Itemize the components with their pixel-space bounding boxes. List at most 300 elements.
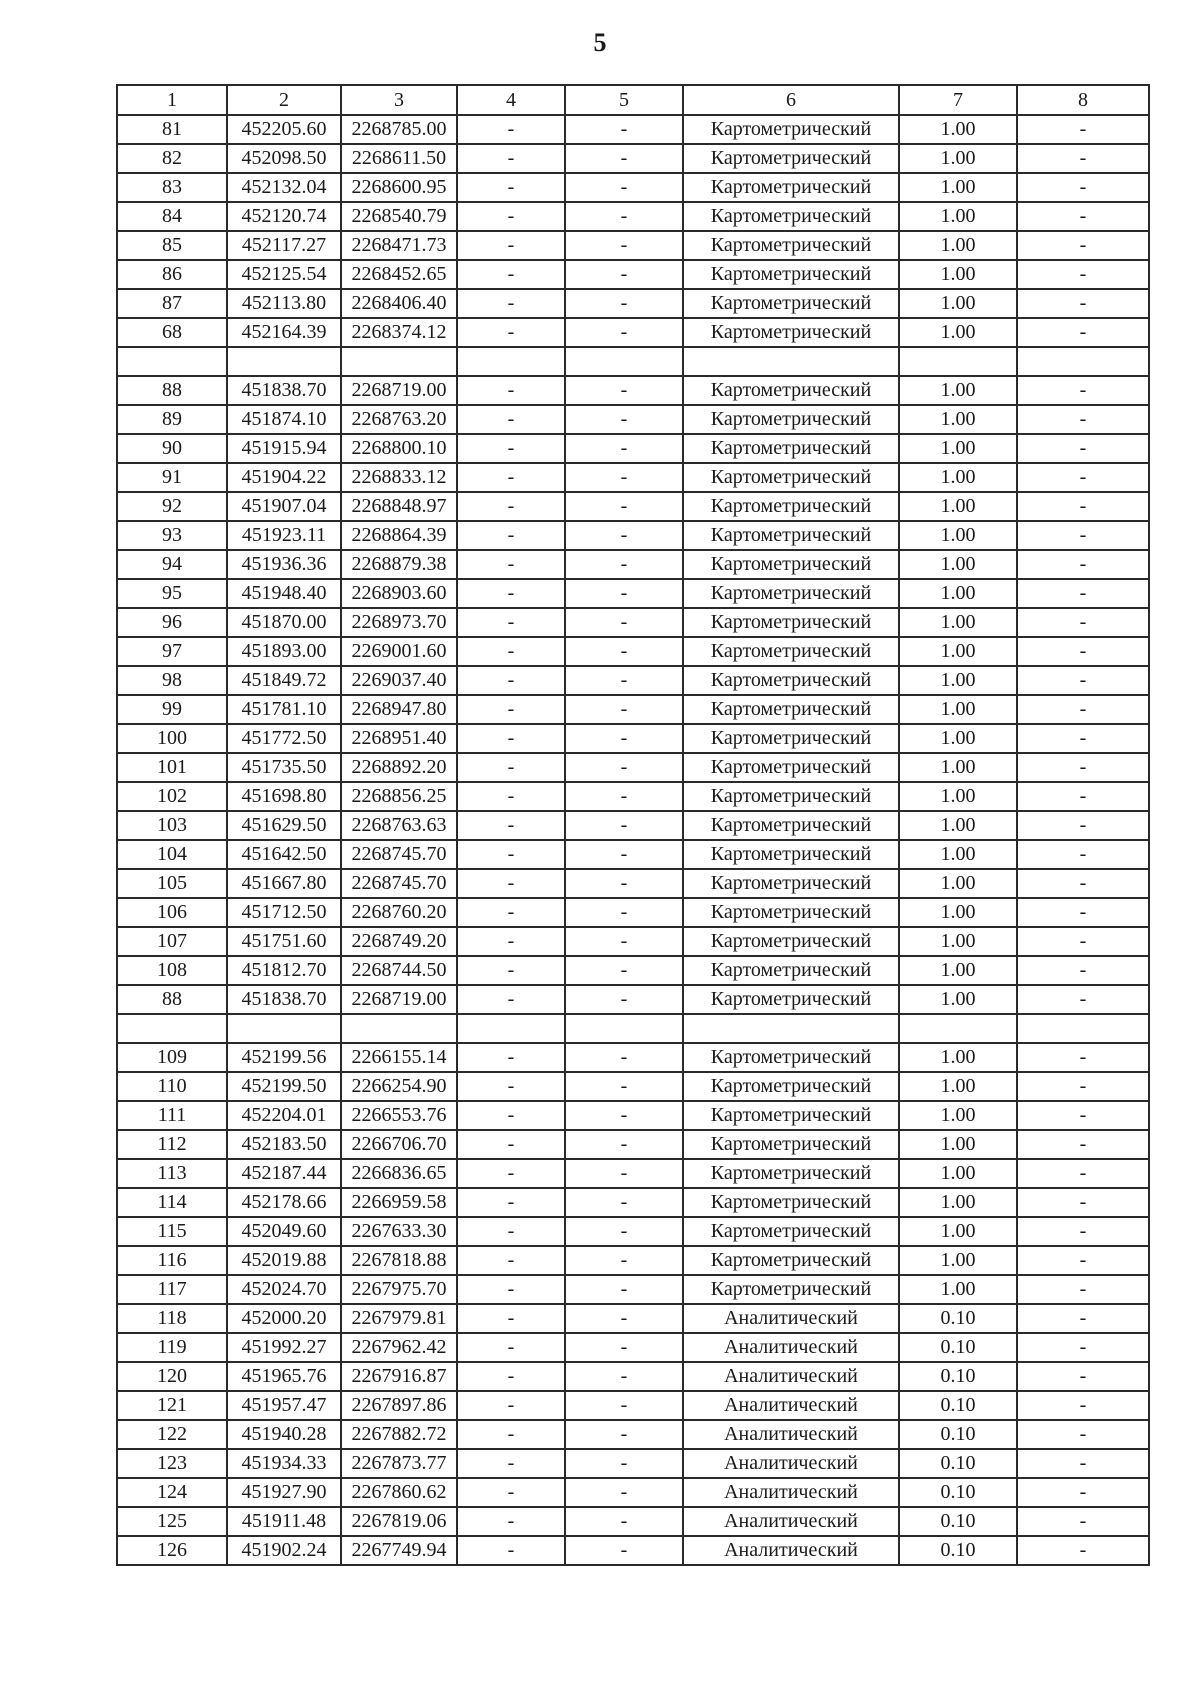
method-cell: Картометрический bbox=[683, 695, 899, 724]
x-coordinate-cell: 451992.27 bbox=[227, 1333, 341, 1362]
point-number-cell: 101 bbox=[117, 753, 227, 782]
accuracy-cell: 1.00 bbox=[899, 579, 1017, 608]
y-coordinate-cell: 2268763.20 bbox=[341, 405, 457, 434]
accuracy-cell: 0.10 bbox=[899, 1449, 1017, 1478]
column-4-cell: - bbox=[457, 521, 565, 550]
x-coordinate-cell: 451948.40 bbox=[227, 579, 341, 608]
column-4-cell: - bbox=[457, 985, 565, 1014]
column-8-cell: - bbox=[1017, 1246, 1149, 1275]
table-row bbox=[117, 1101, 1149, 1130]
method-cell: Картометрический bbox=[683, 144, 899, 173]
table-row bbox=[117, 463, 1149, 492]
y-coordinate-cell: 2268800.10 bbox=[341, 434, 457, 463]
point-number-cell: 114 bbox=[117, 1188, 227, 1217]
column-4-cell: - bbox=[457, 956, 565, 985]
x-coordinate-cell: 451904.22 bbox=[227, 463, 341, 492]
y-coordinate-cell: 2266836.65 bbox=[341, 1159, 457, 1188]
table-row bbox=[117, 1217, 1149, 1246]
y-coordinate-cell bbox=[341, 347, 457, 376]
column-5-cell: - bbox=[565, 1420, 683, 1449]
column-4-cell: - bbox=[457, 579, 565, 608]
point-number-cell: 107 bbox=[117, 927, 227, 956]
method-cell: Картометрический bbox=[683, 724, 899, 753]
table-row bbox=[117, 1188, 1149, 1217]
method-cell: Аналитический bbox=[683, 1391, 899, 1420]
point-number-cell: 82 bbox=[117, 144, 227, 173]
table-row bbox=[117, 1420, 1149, 1449]
method-cell: Картометрический bbox=[683, 1246, 899, 1275]
accuracy-cell: 0.10 bbox=[899, 1391, 1017, 1420]
x-coordinate-cell: 452049.60 bbox=[227, 1217, 341, 1246]
column-5-cell: - bbox=[565, 550, 683, 579]
point-number-cell: 111 bbox=[117, 1101, 227, 1130]
y-coordinate-cell: 2267916.87 bbox=[341, 1362, 457, 1391]
column-5-cell: - bbox=[565, 1333, 683, 1362]
y-coordinate-cell: 2268947.80 bbox=[341, 695, 457, 724]
table-row bbox=[117, 202, 1149, 231]
accuracy-cell: 1.00 bbox=[899, 492, 1017, 521]
column-4-cell: - bbox=[457, 550, 565, 579]
y-coordinate-cell: 2266959.58 bbox=[341, 1188, 457, 1217]
column-4-cell: - bbox=[457, 434, 565, 463]
point-number-cell: 126 bbox=[117, 1536, 227, 1565]
column-8-cell: - bbox=[1017, 1072, 1149, 1101]
x-coordinate-cell: 451735.50 bbox=[227, 753, 341, 782]
table-row bbox=[117, 1507, 1149, 1536]
y-coordinate-cell: 2269037.40 bbox=[341, 666, 457, 695]
method-cell: Аналитический bbox=[683, 1304, 899, 1333]
page-number: 5 bbox=[593, 28, 607, 57]
y-coordinate-cell: 2268833.12 bbox=[341, 463, 457, 492]
point-number-cell: 110 bbox=[117, 1072, 227, 1101]
point-number-cell bbox=[117, 1014, 227, 1043]
y-coordinate-cell: 2268452.65 bbox=[341, 260, 457, 289]
column-4-cell bbox=[457, 1014, 565, 1043]
column-4-cell: - bbox=[457, 1188, 565, 1217]
table-row bbox=[117, 289, 1149, 318]
column-8-cell: - bbox=[1017, 608, 1149, 637]
point-number-cell: 122 bbox=[117, 1420, 227, 1449]
x-coordinate-cell: 451812.70 bbox=[227, 956, 341, 985]
point-number-cell: 83 bbox=[117, 173, 227, 202]
x-coordinate-cell: 452019.88 bbox=[227, 1246, 341, 1275]
column-5-cell: - bbox=[565, 1536, 683, 1565]
table-row bbox=[117, 956, 1149, 985]
column-8-cell: - bbox=[1017, 1507, 1149, 1536]
y-coordinate-cell: 2268848.97 bbox=[341, 492, 457, 521]
y-coordinate-cell: 2268540.79 bbox=[341, 202, 457, 231]
x-coordinate-cell: 451940.28 bbox=[227, 1420, 341, 1449]
column-8-cell: - bbox=[1017, 666, 1149, 695]
accuracy-cell: 1.00 bbox=[899, 550, 1017, 579]
y-coordinate-cell: 2267819.06 bbox=[341, 1507, 457, 1536]
x-coordinate-cell: 451642.50 bbox=[227, 840, 341, 869]
point-number-cell: 99 bbox=[117, 695, 227, 724]
column-4-cell: - bbox=[457, 492, 565, 521]
column-5-cell: - bbox=[565, 521, 683, 550]
method-cell: Картометрический bbox=[683, 782, 899, 811]
method-cell: Картометрический bbox=[683, 405, 899, 434]
column-8-cell: - bbox=[1017, 1391, 1149, 1420]
method-cell: Картометрический bbox=[683, 1217, 899, 1246]
column-5-cell: - bbox=[565, 405, 683, 434]
column-5-cell: - bbox=[565, 231, 683, 260]
column-5-cell: - bbox=[565, 869, 683, 898]
accuracy-cell: 0.10 bbox=[899, 1362, 1017, 1391]
column-4-cell: - bbox=[457, 753, 565, 782]
accuracy-cell: 1.00 bbox=[899, 985, 1017, 1014]
method-cell: Картометрический bbox=[683, 927, 899, 956]
x-coordinate-cell: 452132.04 bbox=[227, 173, 341, 202]
column-5-cell: - bbox=[565, 173, 683, 202]
x-coordinate-cell: 451936.36 bbox=[227, 550, 341, 579]
accuracy-cell: 1.00 bbox=[899, 1159, 1017, 1188]
y-coordinate-cell: 2268760.20 bbox=[341, 898, 457, 927]
accuracy-cell: 1.00 bbox=[899, 927, 1017, 956]
y-coordinate-cell: 2268879.38 bbox=[341, 550, 457, 579]
table-row bbox=[117, 347, 1149, 376]
column-header: 1 bbox=[117, 85, 227, 115]
column-4-cell: - bbox=[457, 840, 565, 869]
column-5-cell: - bbox=[565, 1188, 683, 1217]
column-4-cell: - bbox=[457, 724, 565, 753]
column-8-cell: - bbox=[1017, 1449, 1149, 1478]
point-number-cell: 104 bbox=[117, 840, 227, 869]
column-5-cell: - bbox=[565, 318, 683, 347]
point-number-cell: 98 bbox=[117, 666, 227, 695]
method-cell: Картометрический bbox=[683, 289, 899, 318]
point-number-cell: 120 bbox=[117, 1362, 227, 1391]
method-cell: Картометрический bbox=[683, 376, 899, 405]
x-coordinate-cell: 451907.04 bbox=[227, 492, 341, 521]
accuracy-cell: 1.00 bbox=[899, 521, 1017, 550]
accuracy-cell: 1.00 bbox=[899, 405, 1017, 434]
column-5-cell: - bbox=[565, 782, 683, 811]
point-number-cell: 81 bbox=[117, 115, 227, 144]
x-coordinate-cell: 451667.80 bbox=[227, 869, 341, 898]
column-4-cell: - bbox=[457, 1333, 565, 1362]
accuracy-cell: 1.00 bbox=[899, 666, 1017, 695]
accuracy-cell: 1.00 bbox=[899, 1130, 1017, 1159]
method-cell: Картометрический bbox=[683, 985, 899, 1014]
method-cell: Картометрический bbox=[683, 869, 899, 898]
table-row bbox=[117, 1536, 1149, 1565]
y-coordinate-cell: 2266553.76 bbox=[341, 1101, 457, 1130]
x-coordinate-cell: 451957.47 bbox=[227, 1391, 341, 1420]
column-8-cell: - bbox=[1017, 956, 1149, 985]
column-4-cell: - bbox=[457, 869, 565, 898]
point-number-cell: 95 bbox=[117, 579, 227, 608]
accuracy-cell: 1.00 bbox=[899, 637, 1017, 666]
method-cell: Картометрический bbox=[683, 898, 899, 927]
column-8-cell: - bbox=[1017, 1275, 1149, 1304]
table-row bbox=[117, 550, 1149, 579]
method-cell: Картометрический bbox=[683, 434, 899, 463]
x-coordinate-cell: 451772.50 bbox=[227, 724, 341, 753]
column-5-cell: - bbox=[565, 1246, 683, 1275]
accuracy-cell: 1.00 bbox=[899, 724, 1017, 753]
y-coordinate-cell: 2268763.63 bbox=[341, 811, 457, 840]
point-number-cell: 119 bbox=[117, 1333, 227, 1362]
column-4-cell: - bbox=[457, 318, 565, 347]
method-cell: Картометрический bbox=[683, 231, 899, 260]
column-8-cell: - bbox=[1017, 1362, 1149, 1391]
table-row bbox=[117, 695, 1149, 724]
column-8-cell: - bbox=[1017, 898, 1149, 927]
column-8-cell: - bbox=[1017, 318, 1149, 347]
method-cell: Картометрический bbox=[683, 608, 899, 637]
column-8-cell: - bbox=[1017, 550, 1149, 579]
table-row bbox=[117, 1362, 1149, 1391]
point-number-cell: 85 bbox=[117, 231, 227, 260]
accuracy-cell: 1.00 bbox=[899, 289, 1017, 318]
point-number-cell: 105 bbox=[117, 869, 227, 898]
y-coordinate-cell: 2267897.86 bbox=[341, 1391, 457, 1420]
column-header: 6 bbox=[683, 85, 899, 115]
x-coordinate-cell: 452117.27 bbox=[227, 231, 341, 260]
accuracy-cell: 0.10 bbox=[899, 1304, 1017, 1333]
column-5-cell: - bbox=[565, 1043, 683, 1072]
column-4-cell: - bbox=[457, 463, 565, 492]
accuracy-cell: 1.00 bbox=[899, 695, 1017, 724]
accuracy-cell: 1.00 bbox=[899, 173, 1017, 202]
column-5-cell: - bbox=[565, 463, 683, 492]
method-cell: Аналитический bbox=[683, 1507, 899, 1536]
y-coordinate-cell: 2268719.00 bbox=[341, 376, 457, 405]
table-row bbox=[117, 927, 1149, 956]
column-5-cell: - bbox=[565, 927, 683, 956]
column-5-cell: - bbox=[565, 1304, 683, 1333]
column-5-cell: - bbox=[565, 434, 683, 463]
column-8-cell bbox=[1017, 347, 1149, 376]
column-5-cell: - bbox=[565, 492, 683, 521]
table-row bbox=[117, 521, 1149, 550]
point-number-cell: 90 bbox=[117, 434, 227, 463]
table-row bbox=[117, 724, 1149, 753]
point-number-cell: 112 bbox=[117, 1130, 227, 1159]
point-number-cell: 109 bbox=[117, 1043, 227, 1072]
point-number-cell: 103 bbox=[117, 811, 227, 840]
table-row bbox=[117, 579, 1149, 608]
x-coordinate-cell: 452204.01 bbox=[227, 1101, 341, 1130]
table-row bbox=[117, 144, 1149, 173]
column-4-cell: - bbox=[457, 289, 565, 318]
column-4-cell bbox=[457, 347, 565, 376]
point-number-cell: 115 bbox=[117, 1217, 227, 1246]
column-4-cell: - bbox=[457, 144, 565, 173]
column-4-cell: - bbox=[457, 1275, 565, 1304]
accuracy-cell bbox=[899, 1014, 1017, 1043]
table-row bbox=[117, 1130, 1149, 1159]
column-4-cell: - bbox=[457, 695, 565, 724]
column-5-cell: - bbox=[565, 1478, 683, 1507]
x-coordinate-cell: 451902.24 bbox=[227, 1536, 341, 1565]
table-row bbox=[117, 898, 1149, 927]
table-row bbox=[117, 840, 1149, 869]
point-number-cell: 124 bbox=[117, 1478, 227, 1507]
point-number-cell: 94 bbox=[117, 550, 227, 579]
method-cell: Картометрический bbox=[683, 753, 899, 782]
x-coordinate-cell: 451781.10 bbox=[227, 695, 341, 724]
column-4-cell: - bbox=[457, 666, 565, 695]
point-number-cell: 89 bbox=[117, 405, 227, 434]
accuracy-cell: 1.00 bbox=[899, 782, 1017, 811]
column-4-cell: - bbox=[457, 1246, 565, 1275]
column-8-cell: - bbox=[1017, 753, 1149, 782]
column-8-cell: - bbox=[1017, 144, 1149, 173]
x-coordinate-cell: 452000.20 bbox=[227, 1304, 341, 1333]
accuracy-cell: 1.00 bbox=[899, 753, 1017, 782]
y-coordinate-cell: 2268973.70 bbox=[341, 608, 457, 637]
point-number-cell: 113 bbox=[117, 1159, 227, 1188]
y-coordinate-cell: 2268903.60 bbox=[341, 579, 457, 608]
x-coordinate-cell: 451915.94 bbox=[227, 434, 341, 463]
column-4-cell: - bbox=[457, 260, 565, 289]
column-8-cell: - bbox=[1017, 724, 1149, 753]
point-number-cell: 88 bbox=[117, 376, 227, 405]
accuracy-cell: 1.00 bbox=[899, 898, 1017, 927]
x-coordinate-cell: 451870.00 bbox=[227, 608, 341, 637]
method-cell bbox=[683, 1014, 899, 1043]
point-number-cell: 93 bbox=[117, 521, 227, 550]
x-coordinate-cell: 451927.90 bbox=[227, 1478, 341, 1507]
column-8-cell: - bbox=[1017, 1304, 1149, 1333]
method-cell: Картометрический bbox=[683, 463, 899, 492]
table-row bbox=[117, 811, 1149, 840]
column-5-cell bbox=[565, 1014, 683, 1043]
y-coordinate-cell: 2268951.40 bbox=[341, 724, 457, 753]
table-row bbox=[117, 869, 1149, 898]
y-coordinate-cell: 2267633.30 bbox=[341, 1217, 457, 1246]
column-8-cell: - bbox=[1017, 115, 1149, 144]
point-number-cell: 121 bbox=[117, 1391, 227, 1420]
column-5-cell: - bbox=[565, 840, 683, 869]
y-coordinate-cell: 2267873.77 bbox=[341, 1449, 457, 1478]
method-cell: Картометрический bbox=[683, 1101, 899, 1130]
accuracy-cell: 1.00 bbox=[899, 202, 1017, 231]
column-8-cell: - bbox=[1017, 434, 1149, 463]
column-header: 4 bbox=[457, 85, 565, 115]
column-5-cell: - bbox=[565, 811, 683, 840]
column-4-cell: - bbox=[457, 202, 565, 231]
column-8-cell: - bbox=[1017, 405, 1149, 434]
x-coordinate-cell bbox=[227, 347, 341, 376]
column-5-cell: - bbox=[565, 753, 683, 782]
point-number-cell: 68 bbox=[117, 318, 227, 347]
column-5-cell: - bbox=[565, 724, 683, 753]
column-8-cell: - bbox=[1017, 985, 1149, 1014]
table-row bbox=[117, 1304, 1149, 1333]
column-5-cell: - bbox=[565, 1275, 683, 1304]
column-8-cell: - bbox=[1017, 869, 1149, 898]
method-cell: Картометрический bbox=[683, 579, 899, 608]
point-number-cell: 87 bbox=[117, 289, 227, 318]
x-coordinate-cell: 452199.50 bbox=[227, 1072, 341, 1101]
x-coordinate-cell: 451838.70 bbox=[227, 985, 341, 1014]
column-4-cell: - bbox=[457, 898, 565, 927]
column-8-cell: - bbox=[1017, 637, 1149, 666]
point-number-cell: 88 bbox=[117, 985, 227, 1014]
method-cell: Аналитический bbox=[683, 1333, 899, 1362]
table-row bbox=[117, 173, 1149, 202]
point-number-cell: 96 bbox=[117, 608, 227, 637]
table-row bbox=[117, 1246, 1149, 1275]
accuracy-cell: 1.00 bbox=[899, 840, 1017, 869]
x-coordinate-cell: 451751.60 bbox=[227, 927, 341, 956]
table-row bbox=[117, 376, 1149, 405]
column-8-cell: - bbox=[1017, 463, 1149, 492]
y-coordinate-cell: 2266155.14 bbox=[341, 1043, 457, 1072]
column-5-cell: - bbox=[565, 1101, 683, 1130]
y-coordinate-cell: 2268600.95 bbox=[341, 173, 457, 202]
y-coordinate-cell bbox=[341, 1014, 457, 1043]
column-header: 5 bbox=[565, 85, 683, 115]
column-header: 7 bbox=[899, 85, 1017, 115]
y-coordinate-cell: 2267749.94 bbox=[341, 1536, 457, 1565]
column-5-cell: - bbox=[565, 144, 683, 173]
column-5-cell: - bbox=[565, 289, 683, 318]
column-5-cell: - bbox=[565, 695, 683, 724]
x-coordinate-cell: 452183.50 bbox=[227, 1130, 341, 1159]
table-row bbox=[117, 318, 1149, 347]
column-8-cell: - bbox=[1017, 1217, 1149, 1246]
table-row bbox=[117, 985, 1149, 1014]
column-header: 3 bbox=[341, 85, 457, 115]
column-5-cell: - bbox=[565, 1159, 683, 1188]
column-4-cell: - bbox=[457, 1304, 565, 1333]
y-coordinate-cell: 2268374.12 bbox=[341, 318, 457, 347]
point-number-cell: 100 bbox=[117, 724, 227, 753]
column-4-cell: - bbox=[457, 1362, 565, 1391]
column-4-cell: - bbox=[457, 1391, 565, 1420]
method-cell: Картометрический bbox=[683, 1130, 899, 1159]
table-row bbox=[117, 1159, 1149, 1188]
y-coordinate-cell: 2268611.50 bbox=[341, 144, 457, 173]
table-row bbox=[117, 1449, 1149, 1478]
x-coordinate-cell: 451874.10 bbox=[227, 405, 341, 434]
y-coordinate-cell: 2267975.70 bbox=[341, 1275, 457, 1304]
column-header: 8 bbox=[1017, 85, 1149, 115]
accuracy-cell: 1.00 bbox=[899, 811, 1017, 840]
x-coordinate-cell: 451923.11 bbox=[227, 521, 341, 550]
column-4-cell: - bbox=[457, 637, 565, 666]
column-8-cell: - bbox=[1017, 492, 1149, 521]
column-8-cell: - bbox=[1017, 579, 1149, 608]
accuracy-cell: 1.00 bbox=[899, 115, 1017, 144]
point-number-cell: 86 bbox=[117, 260, 227, 289]
method-cell: Картометрический bbox=[683, 1072, 899, 1101]
x-coordinate-cell: 452024.70 bbox=[227, 1275, 341, 1304]
method-cell bbox=[683, 347, 899, 376]
x-coordinate-cell: 451838.70 bbox=[227, 376, 341, 405]
column-8-cell: - bbox=[1017, 1159, 1149, 1188]
column-8-cell: - bbox=[1017, 1101, 1149, 1130]
column-5-cell: - bbox=[565, 376, 683, 405]
method-cell: Картометрический bbox=[683, 666, 899, 695]
column-4-cell: - bbox=[457, 1420, 565, 1449]
accuracy-cell: 1.00 bbox=[899, 1217, 1017, 1246]
method-cell: Картометрический bbox=[683, 840, 899, 869]
column-4-cell: - bbox=[457, 782, 565, 811]
column-4-cell: - bbox=[457, 231, 565, 260]
accuracy-cell: 1.00 bbox=[899, 869, 1017, 898]
table-row bbox=[117, 1072, 1149, 1101]
point-number-cell: 84 bbox=[117, 202, 227, 231]
accuracy-cell: 0.10 bbox=[899, 1507, 1017, 1536]
method-cell: Картометрический bbox=[683, 637, 899, 666]
table-row bbox=[117, 608, 1149, 637]
column-4-cell: - bbox=[457, 115, 565, 144]
